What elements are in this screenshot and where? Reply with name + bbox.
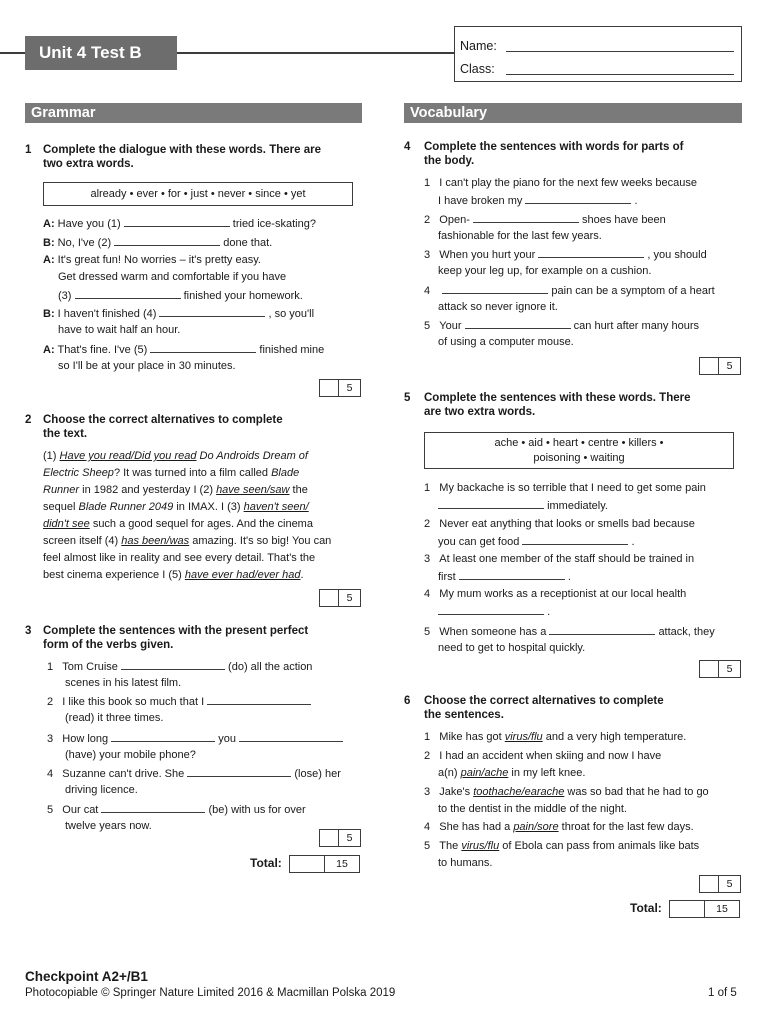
page-number: 1 of 5 [708, 987, 737, 999]
score-entry[interactable] [699, 660, 719, 678]
answer-blank[interactable] [159, 305, 265, 317]
q3-item-5-cont: twelve years now. [65, 820, 152, 832]
q5-instruction-line1: Complete the sentences with these words. There [424, 392, 691, 404]
q4-item-5-cont: of using a computer mouse. [438, 336, 574, 348]
class-label: Class: [460, 62, 495, 76]
q5-item-3: 3 At least one member of the staff should be trained in [424, 553, 695, 565]
q3-instruction-line1: Complete the sentences with the present perfect [43, 625, 309, 637]
option-3b[interactable]: didn't see [43, 518, 90, 530]
option-1[interactable]: Have you read/Did you read [59, 450, 197, 462]
q5-item-2-cont: you can get food . [438, 533, 635, 551]
q3-item-1-cont: scenes in his latest film. [65, 677, 182, 689]
answer-blank[interactable] [124, 215, 230, 227]
right-total [630, 900, 742, 918]
q5-score-box [699, 660, 741, 678]
q1-line-2: B: No, I've (2) done that. [43, 234, 272, 252]
q3-item-3-cont: (have) your mobile phone? [65, 749, 196, 761]
q4-item-4: 4 pain can be a symptom of a heart [424, 282, 715, 300]
total-label: Total: [630, 901, 662, 915]
q2-text-line-6: screen itself (4) has been/was amazing. It's so big! You can [43, 535, 332, 547]
q2-instruction-line2: the text. [43, 428, 88, 440]
option-3[interactable]: haven't seen/ [243, 501, 309, 513]
option-5[interactable]: virus/flu [461, 840, 500, 852]
answer-blank[interactable] [438, 603, 544, 615]
q2-text-line-3: Runner in 1982 and yesterday I (2) have seen/saw the [43, 484, 308, 496]
score-max: 5 [338, 379, 361, 397]
q5-word-box [424, 432, 734, 469]
q2-text-line-5: didn't see such a good sequel for ages. And the cinema [43, 518, 313, 530]
answer-blank[interactable] [522, 533, 628, 545]
answer-blank[interactable] [549, 623, 655, 635]
answer-blank[interactable] [75, 287, 181, 299]
answer-blank[interactable] [150, 341, 256, 353]
vocabulary-heading: Vocabulary [404, 103, 742, 123]
q5-item-5-cont: need to get to hospital quickly. [438, 642, 586, 654]
q6-instruction-line1: Choose the correct alternatives to complete [424, 695, 664, 707]
footer-level: Checkpoint A2+/B1 [25, 969, 148, 984]
q4-instruction-line2: the body. [424, 155, 475, 167]
q5-item-1: 1 My backache is so terrible that I need to get some pain [424, 482, 706, 494]
q1-instruction [25, 143, 365, 173]
answer-blank[interactable] [101, 801, 205, 813]
option-4[interactable]: pain/sore [513, 821, 559, 833]
score-max: 5 [718, 357, 741, 375]
unit-title: Unit 4 Test B [25, 36, 177, 70]
answer-blank[interactable] [239, 730, 343, 742]
total-label: Total: [250, 856, 282, 870]
q1-number: 1 [25, 144, 32, 156]
score-entry[interactable] [319, 589, 339, 607]
q1-word-box: already • ever • for • just • never • since • yet [43, 182, 353, 206]
answer-blank[interactable] [459, 568, 565, 580]
answer-blank[interactable] [111, 730, 215, 742]
q3-item-3: 3 How long you [47, 730, 343, 748]
q4-item-1-cont: I have broken my . [438, 192, 638, 210]
option-3[interactable]: toothache/earache [473, 786, 565, 798]
q2-text-line-4: sequel Blade Runner 2049 in IMAX. I (3) haven't seen/ [43, 501, 309, 513]
answer-blank[interactable] [114, 234, 220, 246]
footer-copyright: Photocopiable © Springer Nature Limited 2016 & Macmillan Polska 2019 [25, 987, 396, 999]
total-entry[interactable] [669, 900, 705, 918]
q1-line-4: Get dressed warm and comfortable if you have [58, 271, 287, 283]
q1-line-9: so I'll be at your place in 30 minutes. [58, 360, 236, 372]
q1-score-box [319, 379, 361, 397]
q5-item-1-cont: immediately. [438, 497, 608, 515]
answer-blank[interactable] [438, 497, 544, 509]
q6-item-2-cont: a(n) pain/ache in my left knee. [438, 767, 586, 779]
q6-number: 6 [404, 695, 411, 707]
grammar-heading: Grammar [25, 103, 362, 123]
option-5[interactable]: have ever had/ever had [184, 569, 301, 581]
q2-text-line-8: best cinema experience I (5) have ever had/ever had. [43, 569, 304, 581]
q5-instruction-line2: are two extra words. [424, 406, 536, 418]
q2-text-line-2: Electric Sheep? It was turned into a film called Blade [43, 467, 300, 479]
q1-instruction-line1: Complete the dialogue with these words. There are [43, 144, 321, 156]
score-max: 5 [718, 875, 741, 893]
q4-item-3: 3 When you hurt your , you should [424, 246, 707, 264]
answer-blank[interactable] [207, 693, 311, 705]
name-label: Name: [460, 39, 497, 53]
score-max: 5 [718, 660, 741, 678]
q5-words-line2: poisoning • waiting [533, 452, 625, 464]
q1-line-5: (3) finished your homework. [58, 287, 303, 305]
score-entry[interactable] [699, 875, 719, 893]
q1-line-7: have to wait half an hour. [58, 324, 181, 336]
q3-item-2: 2 I like this book so much that I [47, 693, 311, 711]
q4-number: 4 [404, 141, 411, 153]
q1-line-6: B: I haven't finished (4) , so you'll [43, 305, 314, 323]
answer-blank[interactable] [187, 765, 291, 777]
q5-item-5: 5 When someone has a attack, they [424, 623, 715, 641]
score-entry[interactable] [319, 379, 339, 397]
answer-blank[interactable] [121, 658, 225, 670]
q4-instruction-line1: Complete the sentences with words for parts of [424, 141, 684, 153]
q5-item-4: 4 My mum works as a receptionist at our local health [424, 588, 687, 600]
answer-blank[interactable] [465, 317, 571, 329]
q3-item-4: 4 Suzanne can't drive. She (lose) her [47, 765, 341, 783]
q4-item-2-cont: fashionable for the last few years. [438, 230, 602, 242]
q6-item-5-cont: to humans. [438, 857, 493, 869]
answer-blank[interactable] [473, 211, 579, 223]
total-entry[interactable] [289, 855, 325, 873]
q4-instruction [404, 140, 744, 170]
q5-item-2: 2 Never eat anything that looks or smells bad because [424, 518, 695, 530]
q6-instruction [404, 694, 744, 724]
q5-words-line1: ache • aid • heart • centre • killers • [494, 437, 664, 449]
answer-blank[interactable] [538, 246, 644, 258]
option-4[interactable]: has been/was [121, 535, 190, 547]
q6-item-3-cont: to the dentist in the middle of the night. [438, 803, 627, 815]
q3-score-box [319, 829, 361, 847]
q1-line-8: A: That's fine. I've (5) finished mine [43, 341, 324, 359]
answer-blank[interactable] [442, 282, 548, 294]
q3-instruction-line2: form of the verbs given. [43, 639, 174, 651]
q5-item-4-cont: . [438, 603, 550, 621]
q3-item-5: 5 Our cat (be) with us for over [47, 801, 306, 819]
q2-text-line-7: feel almost like in reality and see every detail. That's the [43, 552, 316, 564]
q5-instruction [404, 391, 744, 421]
q6-item-3: 3 Jake's toothache/earache was so bad that he had to go [424, 786, 709, 798]
left-total [250, 855, 362, 873]
q2-score-box [319, 589, 361, 607]
q6-score-box [699, 875, 741, 893]
q4-item-4-cont: attack so never ignore it. [438, 301, 558, 313]
q6-item-4: 4 She has had a pain/sore throat for the last few days. [424, 821, 694, 833]
q3-item-4-cont: driving licence. [65, 784, 138, 796]
score-max: 5 [338, 829, 361, 847]
q3-item-2-cont: (read) it three times. [65, 712, 164, 724]
q2-number: 2 [25, 414, 32, 426]
q4-item-2: 2 Open- shoes have been [424, 211, 666, 229]
q3-instruction [25, 624, 365, 654]
total-max: 15 [324, 855, 360, 873]
answer-blank[interactable] [525, 192, 631, 204]
name-class-box [454, 26, 742, 82]
q3-number: 3 [25, 625, 32, 637]
option-2[interactable]: pain/ache [460, 767, 509, 779]
q6-item-2: 2 I had an accident when skiing and now I have [424, 750, 662, 762]
q6-instruction-line2: the sentences. [424, 709, 504, 721]
q5-item-3-cont: first . [438, 568, 571, 586]
q1-line-1: A: Have you (1) tried ice-skating? [43, 215, 316, 233]
q1-instruction-line2: two extra words. [43, 158, 134, 170]
name-field[interactable] [506, 51, 734, 52]
q4-item-5: 5 Your can hurt after many hours [424, 317, 699, 335]
score-entry[interactable] [699, 357, 719, 375]
q4-item-3-cont: keep your leg up, for example on a cushion. [438, 265, 652, 277]
q2-instruction [25, 413, 365, 443]
q4-item-1: 1 I can't play the piano for the next few weeks because [424, 177, 697, 189]
option-2[interactable]: have seen/saw [216, 484, 290, 496]
q6-item-1: 1 Mike has got virus/flu and a very high temperature. [424, 731, 687, 743]
q2-text-line-1: (1) Have you read/Did you read Do Androids Dream of [43, 450, 308, 462]
total-max: 15 [704, 900, 740, 918]
option-1[interactable]: virus/flu [504, 731, 543, 743]
score-entry[interactable] [319, 829, 339, 847]
q1-line-3: A: It's great fun! No worries – it's pretty easy. [43, 254, 261, 266]
class-field[interactable] [506, 74, 734, 75]
q3-item-1: 1 Tom Cruise (do) all the action [47, 658, 312, 676]
q5-number: 5 [404, 392, 411, 404]
q4-score-box [699, 357, 741, 375]
score-max: 5 [338, 589, 361, 607]
q2-instruction-line1: Choose the correct alternatives to complete [43, 414, 283, 426]
q6-item-5: 5 The virus/flu of Ebola can pass from animals like bats [424, 840, 700, 852]
